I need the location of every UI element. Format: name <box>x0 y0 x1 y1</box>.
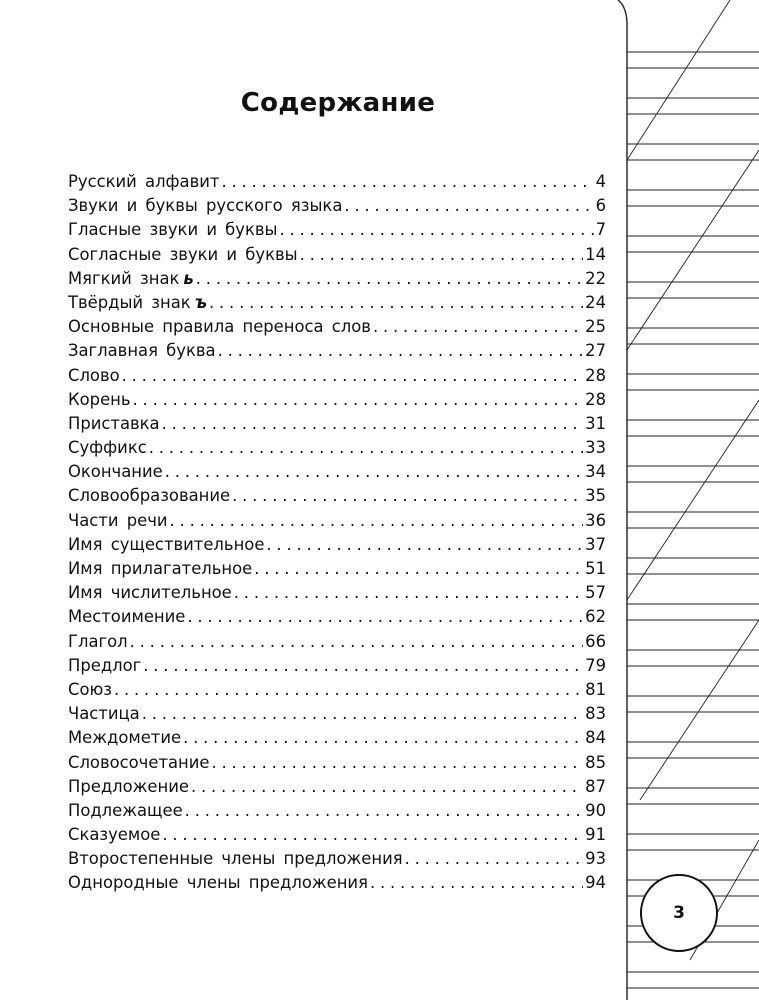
toc-entry-page: 27 <box>585 341 606 361</box>
table-of-contents <box>68 170 606 896</box>
toc-dot-leader <box>183 726 583 750</box>
toc-entry <box>68 509 606 533</box>
toc-entry-page: 83 <box>585 704 606 724</box>
slant-guide-line <box>640 620 759 800</box>
toc-entry-page: 14 <box>585 244 606 264</box>
toc-entry <box>68 533 606 557</box>
toc-dot-leader <box>133 388 584 412</box>
toc-entry-title: Слово <box>68 365 120 385</box>
toc-entry <box>68 243 606 267</box>
toc-dot-leader <box>187 605 583 629</box>
toc-entry-page: 24 <box>585 292 606 312</box>
toc-dot-leader <box>370 871 583 895</box>
toc-entry-page: 4 <box>595 172 606 191</box>
toc-entry-title: Словообразование <box>68 486 231 506</box>
toc-entry-page: 36 <box>585 510 606 530</box>
toc-entry <box>68 654 606 678</box>
toc-entry <box>68 726 606 750</box>
toc-entry-page: 90 <box>585 800 606 820</box>
toc-dot-leader <box>143 654 583 678</box>
toc-dot-leader <box>405 847 584 871</box>
toc-entry <box>68 871 606 895</box>
toc-dot-leader <box>373 315 583 339</box>
toc-entry-page: 79 <box>585 655 606 675</box>
toc-entry-title: Основные правила переноса слов <box>68 317 371 337</box>
toc-entry-title: Корень <box>68 389 131 409</box>
toc-entry <box>68 605 606 629</box>
toc-entry <box>68 484 606 508</box>
toc-entry-page: 66 <box>585 631 606 651</box>
toc-entry-page: 84 <box>585 728 606 748</box>
toc-entry-page: 34 <box>585 462 606 482</box>
toc-entry-title: Русский алфавит <box>68 172 220 191</box>
toc-entry <box>68 678 606 702</box>
toc-entry-title: Предлог <box>68 655 142 675</box>
slant-guide-line <box>627 0 730 160</box>
toc-entry <box>68 388 606 412</box>
toc-dot-leader <box>212 751 584 775</box>
toc-entry-page: 35 <box>585 486 606 506</box>
toc-entry <box>68 847 606 871</box>
toc-entry-page: 25 <box>585 317 606 337</box>
toc-entry-page: 51 <box>585 559 606 578</box>
toc-entry <box>68 775 606 799</box>
toc-entry <box>68 436 606 460</box>
toc-entry-title: Мягкий знак ь <box>68 268 194 288</box>
toc-entry <box>68 315 606 339</box>
toc-entry <box>68 799 606 823</box>
toc-entry-page: 33 <box>585 438 606 458</box>
toc-entry-page: 93 <box>585 849 606 869</box>
toc-dot-leader <box>280 218 594 242</box>
toc-entry <box>68 412 606 436</box>
toc-dot-leader <box>232 484 583 508</box>
toc-entry-page: 91 <box>585 825 606 845</box>
toc-entry-title: Однородные члены предложения <box>68 873 368 893</box>
slant-guide-line <box>627 150 759 350</box>
toc-entry-page: 6 <box>595 196 606 216</box>
toc-entry <box>68 291 606 315</box>
toc-entry <box>68 267 606 291</box>
toc-entry-title: Суффикс <box>68 438 147 458</box>
toc-entry-page: 94 <box>585 873 606 893</box>
toc-entry-title: Предложение <box>68 776 189 796</box>
toc-entry-page: 37 <box>585 534 606 554</box>
toc-entry-page: 87 <box>585 776 606 796</box>
toc-entry-title: Союз <box>68 679 112 699</box>
toc-entry-page: 22 <box>585 268 606 288</box>
page-title: Содержание <box>240 88 436 118</box>
toc-entry <box>68 194 606 218</box>
toc-entry-title: Междометие <box>68 728 182 748</box>
toc-entry-title: Имя числительное <box>68 583 232 603</box>
toc-entry <box>68 702 606 726</box>
toc-entry <box>68 218 606 242</box>
toc-entry-page: 28 <box>585 389 606 409</box>
toc-entry-title: Сказуемое <box>68 825 161 845</box>
toc-dot-leader <box>165 460 583 484</box>
toc-entry-title: Твёрдый знак ъ <box>68 292 208 312</box>
toc-dot-leader <box>122 364 584 388</box>
page-number-badge: 3 <box>640 874 718 952</box>
toc-entry-page: 31 <box>585 413 606 433</box>
toc-dot-leader <box>185 799 583 823</box>
toc-dot-leader <box>162 823 583 847</box>
toc-entry-title: Окончание <box>68 462 163 482</box>
toc-entry <box>68 339 606 363</box>
toc-entry-page: 28 <box>585 365 606 385</box>
toc-dot-leader <box>209 291 583 315</box>
toc-dot-leader <box>221 170 593 194</box>
toc-entry-page: 62 <box>585 607 606 627</box>
toc-entry-title: Имя прилагательное <box>68 559 253 578</box>
toc-entry <box>68 557 606 581</box>
toc-dot-leader <box>300 243 584 267</box>
toc-dot-leader <box>234 581 583 605</box>
toc-entry-sign: ь <box>183 268 194 288</box>
toc-dot-leader <box>344 194 593 218</box>
toc-dot-leader <box>191 775 583 799</box>
toc-dot-leader <box>254 557 583 581</box>
toc-dot-leader <box>130 630 584 654</box>
toc-entry-title: Словосочетание <box>68 752 210 772</box>
toc-entry-title: Приставка <box>68 413 160 433</box>
toc-dot-leader <box>170 509 584 533</box>
slant-guide-line <box>627 400 759 600</box>
toc-entry-title: Гласные звуки и буквы <box>68 220 278 240</box>
toc-entry <box>68 581 606 605</box>
toc-entry-title: Второстепенные члены предложения <box>68 849 403 869</box>
toc-dot-leader <box>114 678 583 702</box>
toc-entry <box>68 364 606 388</box>
toc-entry-title: Заглавная буква <box>68 341 216 361</box>
toc-entry-title: Звуки и буквы русского языка <box>68 196 343 216</box>
toc-entry <box>68 170 606 194</box>
toc-entry <box>68 823 606 847</box>
toc-entry-page: 57 <box>585 583 606 603</box>
margin-border <box>618 0 627 1000</box>
toc-entry-page: 81 <box>585 679 606 699</box>
toc-entry-title: Части речи <box>68 510 168 530</box>
toc-dot-leader <box>149 436 583 460</box>
toc-entry <box>68 630 606 654</box>
toc-entry-page: 85 <box>585 752 606 772</box>
toc-dot-leader <box>196 267 583 291</box>
toc-entry-title: Глагол <box>68 631 128 651</box>
toc-entry <box>68 460 606 484</box>
toc-dot-leader <box>266 533 583 557</box>
toc-entry-title: Местоимение <box>68 607 186 627</box>
toc-dot-leader <box>218 339 584 363</box>
toc-entry-title: Подлежащее <box>68 800 183 820</box>
toc-entry-title: Согласные звуки и буквы <box>68 244 298 264</box>
toc-entry-page: 7 <box>595 220 606 240</box>
toc-entry-sign: ъ <box>194 292 208 312</box>
toc-entry-title: Имя существительное <box>68 534 265 554</box>
toc-dot-leader <box>142 702 583 726</box>
toc-dot-leader <box>162 412 584 436</box>
toc-entry <box>68 751 606 775</box>
toc-entry-title: Частица <box>68 704 140 724</box>
